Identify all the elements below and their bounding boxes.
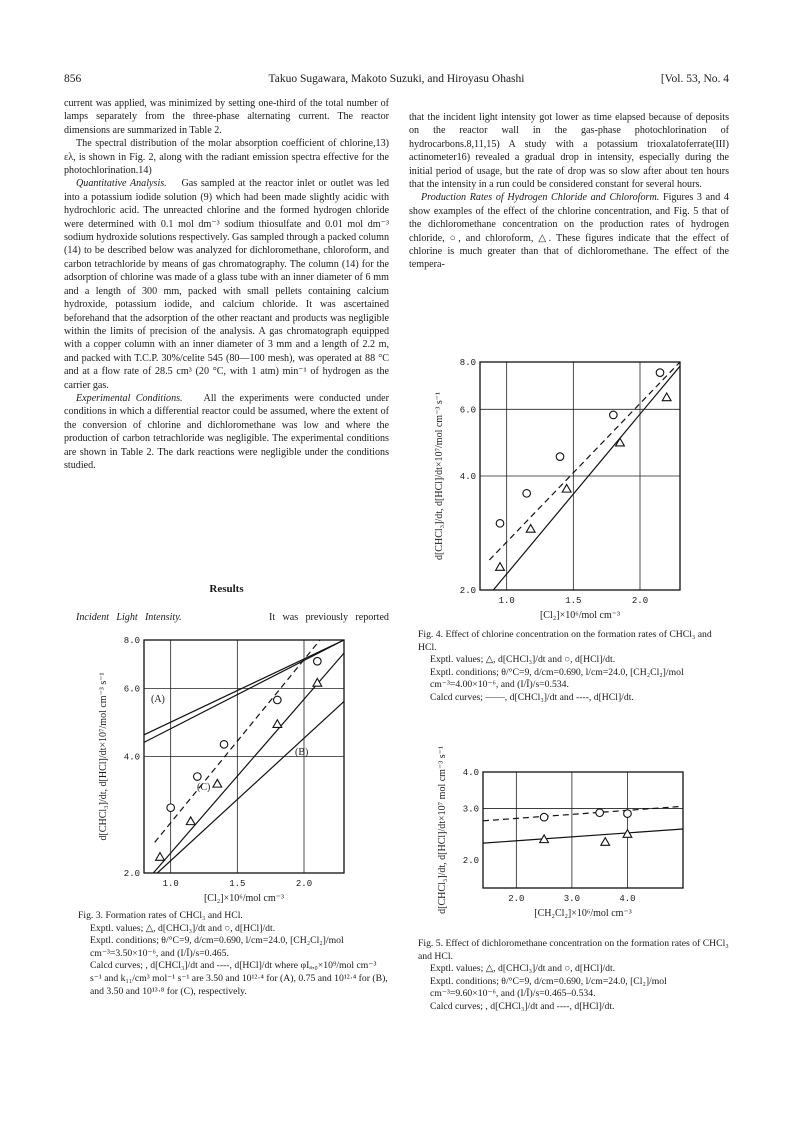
paragraph: that the incident light intensity got lower as time elapsed because of deposits on the reactor wall in the gas-phase photochlorination of hydrocarbons.8,11,15) A study with a potassium trioxalatoferrate(III) actinometer16) revealed a gradual drop in intensity, especially during the initial period of usage, but the rate of drop was so slow after about ten hours that the intensity in a run could be considered constant for several hours.: [409, 112, 729, 191]
data-point-chcl3: [496, 563, 505, 571]
y-tick-label: 4.0: [459, 472, 476, 482]
y-tick-label: 2.0: [123, 869, 140, 879]
paragraph-text: It was previously reported: [269, 612, 389, 623]
paragraph: current was applied, was minimized by setting one-third of the total number of lamps separately from the three-phase alternating current. The reactor dimensions are summarized in Table 2.: [64, 98, 389, 136]
section-heading-results: Results: [209, 583, 244, 595]
caption-line: Fig. 4. Effect of chlorine concentration on the formation rates of CHCl₃ and HCl.: [418, 629, 712, 653]
x-tick-label: 1.0: [498, 596, 515, 606]
data-point-hcl: [496, 520, 504, 528]
run-in-heading: Production Rates of Hydrogen Chloride and Chloroform.: [421, 192, 660, 204]
x-tick-label: 2.0: [295, 879, 313, 889]
paragraph: The spectral distribution of the molar absorption coefficient of chlorine,13) ελ, is shown in Fig. 2, along with the radiant emission spectra effective for the photochlorination.14): [64, 138, 389, 177]
run-in-heading: Quantitative Analysis.: [76, 178, 167, 190]
y-tick-label: 2.0: [462, 855, 479, 866]
x-tick-label: 2.0: [631, 596, 649, 606]
y-tick-label: 2.0: [459, 586, 476, 596]
paragraph-text: All the experiments were conducted under conditions in which a differential reactor could be assumed, where the extent of the conversion of chlorine and dichloromethane was low and where the production of carbon tetrachloride was negligible. The experimental conditions are shown in Table 2. The dark reactions were negligible under the conditions studied.: [64, 392, 390, 471]
caption-line: Calcd curves; , d[CHCl₃]/dt and ----, d[HCl]/dt where φIₐ,₀×10⁹/mol cm⁻³ s⁻¹ and k₁₁/cm³ mol⁻¹ s⁻¹ are 3.50 and 10¹²·⁴ for (A), 0.75 and 10¹²·⁴ for (B), and 3.50 and 10¹³·⁸ for (C), respectively.: [90, 960, 388, 997]
caption-line: Exptl. values; △, d[CHCl₃]/dt and ○, d[HCl]/dt.: [430, 654, 616, 666]
x-tick-label: 1.0: [162, 879, 179, 889]
run-in-heading: Experimental Conditions.: [76, 392, 183, 404]
data-point-chcl3: [601, 838, 610, 846]
curve-label: (B): [295, 747, 309, 758]
x-axis-label: [Cl₂]×10⁶/mol cm⁻³: [203, 893, 285, 904]
caption-line: Calcd curves; , d[CHCl₃]/dt and ----, d[HCl]/dt.: [430, 1000, 615, 1012]
paragraph: [64, 177, 389, 392]
left-column-bottom: [76, 611, 389, 624]
calc-curve-chcl3: [483, 829, 683, 843]
data-point-hcl: [596, 809, 604, 817]
caption-line: Calcd curves; ——, d[CHCl₃]/dt and ----, d[HCl]/dt.: [430, 691, 634, 703]
running-head-volume: [Vol. 53, No. 4: [660, 73, 729, 85]
figure-5-caption: [418, 938, 730, 1014]
calc-curve-chcl3: [493, 366, 680, 590]
right-column-top: [409, 111, 729, 272]
x-tick-label: 1.5: [565, 596, 582, 606]
figure-4-chart: [430, 352, 730, 627]
data-point-hcl: [274, 696, 282, 704]
data-point-chcl3: [526, 524, 535, 532]
paragraph: [76, 611, 389, 624]
figure-4-caption: [418, 629, 730, 705]
y-axis-label: d[CHCl₃]/dt, d[HCl]/dt×10⁷ mol cm⁻³ s⁻¹: [437, 746, 448, 914]
x-tick-label: 4.0: [619, 894, 636, 904]
curve-label: (C): [197, 782, 211, 793]
caption-line: Fig. 5. Effect of dichloromethane concentration on the formation rates of CHCl₃ and HCl.: [418, 938, 729, 962]
x-axis-label: [CH₂Cl₂]×10⁶/mol cm⁻³: [534, 908, 632, 919]
data-point-chcl3: [662, 393, 671, 401]
data-point-chcl3: [213, 779, 222, 787]
paragraph: [409, 191, 729, 271]
caption-line: Exptl. values; △, d[CHCl₃]/dt and ○, d[HCl]/dt.: [90, 922, 276, 934]
data-point-hcl: [167, 804, 175, 812]
x-tick-label: 3.0: [563, 894, 580, 904]
figure-3-caption: [78, 910, 390, 998]
x-tick-label: 1.5: [229, 879, 246, 889]
y-axis-label: d[CHCl₃]/dt, d[HCl]/dt×10⁷/mol cm⁻³ s⁻¹: [98, 672, 109, 841]
data-point-chcl3: [156, 853, 165, 861]
y-axis-label: d[CHCl₃]/dt, d[HCl]/dt×10⁷/mol cm⁻³ s⁻¹: [434, 391, 445, 561]
running-head-authors: Takuo Sugawara, Makoto Suzuki, and Hiroyasu Ohashi: [268, 73, 525, 85]
data-point-hcl: [194, 773, 202, 781]
caption-line: Exptl. conditions; θ/°C=9, d/cm=0.690, l/cm=24.0, [CH₂Cl₂]/mol cm⁻³=3.50×10⁻⁶, and (I/Ī)/s=0.465.: [90, 935, 344, 959]
y-tick-label: 6.0: [459, 405, 476, 416]
data-point-chcl3: [273, 720, 282, 728]
y-tick-label: 4.0: [123, 752, 140, 763]
x-tick-label: 2.0: [508, 894, 525, 904]
figure-5-chart: [425, 746, 725, 938]
y-tick-label: 8.0: [459, 358, 476, 368]
curve-label: (A): [151, 694, 165, 705]
paragraph: [64, 392, 389, 472]
x-axis-label: [Cl₂]×10⁶/mol cm⁻³: [539, 610, 621, 621]
data-point-hcl: [540, 813, 548, 821]
data-point-chcl3: [562, 484, 571, 492]
caption-line: Fig. 3. Formation rates of CHCl₃ and HCl.: [78, 910, 243, 921]
y-tick-label: 6.0: [123, 684, 140, 695]
data-point-hcl: [624, 810, 632, 818]
page-number: 856: [64, 73, 82, 85]
data-point-hcl: [556, 453, 564, 461]
calc-curve-hcl: [489, 362, 680, 560]
data-point-hcl: [610, 411, 618, 419]
caption-line: Exptl. conditions; θ/°C=9, d/cm=0.690, l/cm=24.0, [Cl₂]/mol cm⁻³=9.60×10⁻⁶, and (I/Ī)/s=0.465–0.534.: [430, 975, 667, 1000]
y-tick-label: 8.0: [123, 636, 140, 646]
paragraph-text: Figures 3 and 4 show examples of the effect of the chlorine concentration, and Fig. 5 that of the dichloromethane concentration on the production rates of hydrogen chloride, ○, and chloroform, △. These figures indicate that the effect of chlorine is much greater than that of dichloromethane. The effect of the tempera-: [409, 192, 729, 271]
y-tick-label: 3.0: [462, 804, 479, 815]
left-column-top: [64, 97, 389, 472]
curve-group: [483, 806, 683, 843]
data-point-hcl: [314, 657, 322, 665]
calc-curve-chcl3: [157, 701, 344, 873]
paragraph-text: Gas sampled at the reactor inlet or outlet was led into a potassium iodide solution (9) which had been made slightly acidic with hydrochloric acid. The unreacted chlorine and the formed hydrogen chloride were determined with 0.1 mol dm⁻³ sodium thiosulfate and 0.01 mol dm⁻³ sodium hydroxide solutions respectively. Gas sampled through a packed column (14) to be described below was analyzed for dichloromethane, chloroform, and carbon tetrachloride by means of gas chromatography. The column (14) for the adsorption of chlorine was made of a glass tube with an inner diameter of 6 mm and a length of 300 mm, packed with small pellets containing calcium hydroxide, potassium iodide, and calcium chloride. It was ascertained beforehand that the adsorption of the other reactant and products was negligible within the limits of precision of the analysis. A gas chromatograph equipped with a copper column with an inner diameter of 3 mm and a length of 2.2 m, and packed with T.C.P. 30%/celite 545 (80—100 mesh), was operated at 88 °C and at a flow rate of 28.5 cm³ (20 °C, with 1 atm) min⁻¹ of hydrogen as the carrier gas.: [64, 178, 390, 391]
figure-3-chart: [78, 630, 368, 905]
data-point-chcl3: [186, 817, 195, 825]
data-point-hcl: [656, 369, 664, 377]
plot-frame: [483, 772, 683, 888]
caption-line: Exptl. conditions; θ/°C=9, d/cm=0.690, l/cm=24.0, [CH₂Cl₂]/mol cm⁻³=4.00×10⁻⁶, and (I/Ī)/s=0.534.: [430, 666, 684, 691]
data-point-hcl: [523, 490, 531, 498]
data-point-hcl: [220, 741, 228, 749]
calc-curve-chcl3: [144, 640, 344, 742]
run-in-heading: Incident Light Intensity.: [76, 612, 182, 623]
y-tick-label: 4.0: [462, 768, 479, 778]
caption-line: Exptl. values; △, d[CHCl₃]/dt and ○, d[HCl]/dt.: [430, 963, 616, 975]
